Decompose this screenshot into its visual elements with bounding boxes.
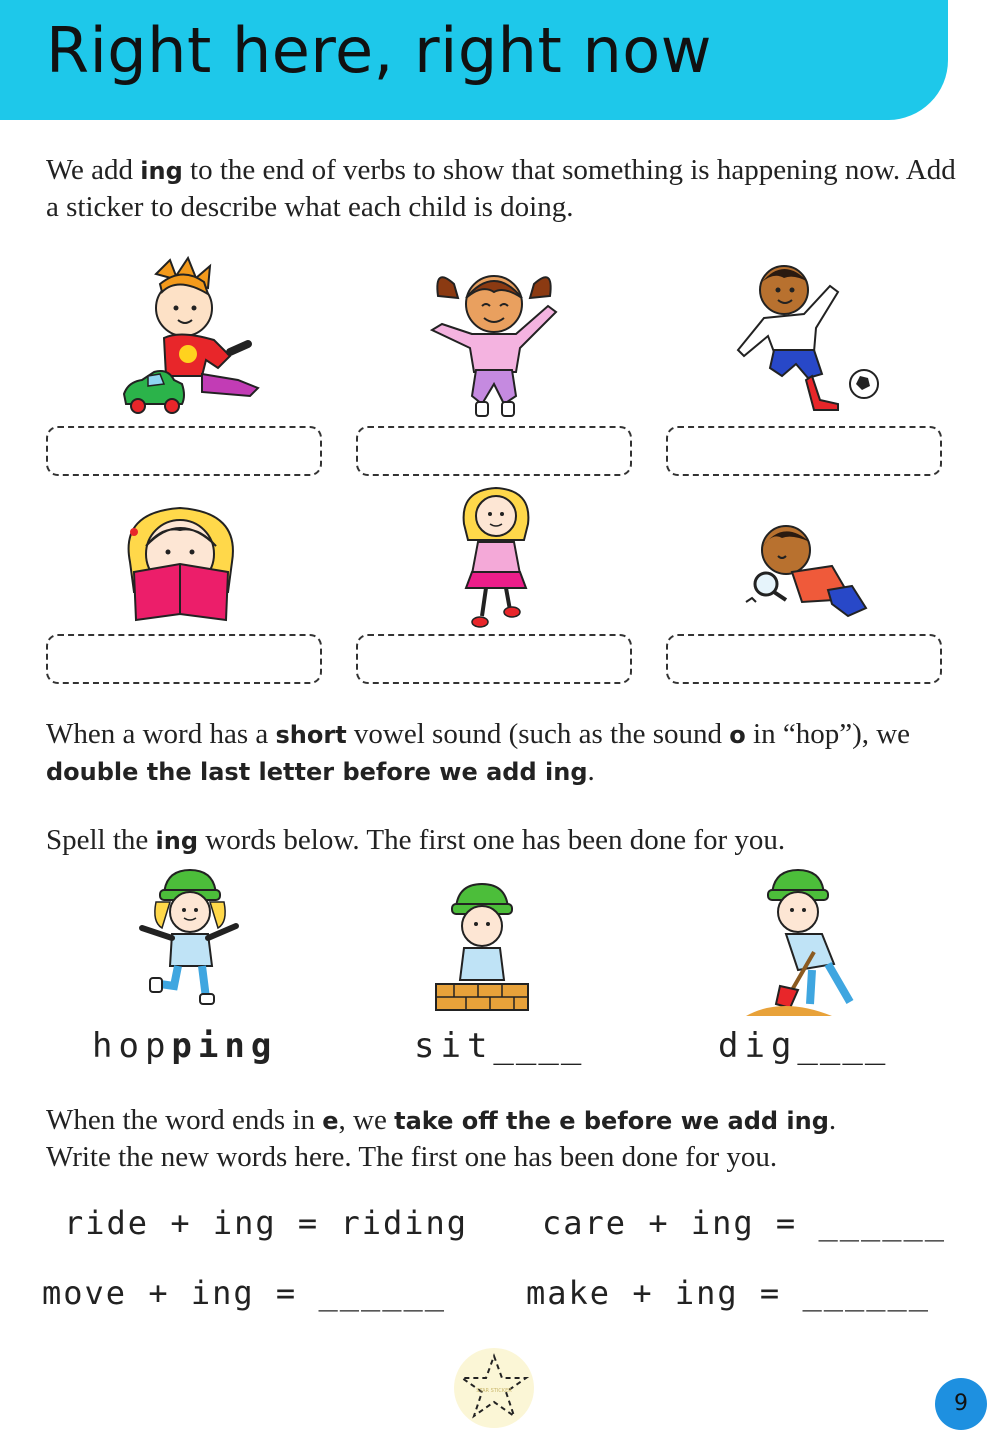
boy-playing-with-toy-car-illustration bbox=[118, 256, 268, 416]
star-sticker-slot[interactable] bbox=[454, 1348, 534, 1428]
equation-care[interactable]: care + ing = ______ bbox=[542, 1204, 947, 1242]
spell-word-sit[interactable]: sit____ bbox=[414, 1026, 584, 1066]
intro-text: We add ing to the end of verbs to show that something is happening now. Add a sticker to describe what each child is doing. bbox=[46, 154, 956, 223]
sticker-slot-3[interactable] bbox=[666, 426, 942, 476]
equation-move[interactable]: move + ing = ______ bbox=[42, 1274, 447, 1312]
equation-ride: ride + ing = riding bbox=[64, 1204, 469, 1242]
spell-instruction-text: Spell the ing words below. The first one has been done for you. bbox=[46, 824, 786, 856]
sticker-slot-5[interactable] bbox=[356, 634, 632, 684]
child-digging-illustration bbox=[742, 866, 860, 1018]
equation-make[interactable]: make + ing = ______ bbox=[526, 1274, 931, 1312]
boy-with-magnifying-glass-illustration bbox=[742, 520, 876, 624]
star-sticker-label: STAR STICKER bbox=[476, 1388, 512, 1394]
girl-jumping-illustration bbox=[424, 256, 564, 420]
girl-reading-book-illustration bbox=[120, 502, 242, 626]
page-title: Right here, right now bbox=[46, 14, 712, 87]
short-vowel-rule-text: When a word has a short vowel sound (such as the sound o in “hop”), we double the last letter before we add ing. bbox=[46, 718, 911, 787]
sticker-slot-6[interactable] bbox=[666, 634, 942, 684]
girl-walking-illustration bbox=[456, 484, 536, 630]
star-icon bbox=[454, 1348, 534, 1428]
child-hopping-illustration bbox=[130, 866, 246, 1012]
silent-e-rule-text: When the word ends in e, we take off the e before we add ing. Write the new words here. The first one has been done for you. bbox=[46, 1104, 837, 1173]
child-sitting-on-wall-illustration bbox=[434, 880, 530, 1014]
page-number-badge: 9 bbox=[935, 1378, 987, 1430]
sticker-slot-2[interactable] bbox=[356, 426, 632, 476]
sticker-slot-1[interactable] bbox=[46, 426, 322, 476]
sticker-slot-4[interactable] bbox=[46, 634, 322, 684]
spell-word-hopping: hopping bbox=[92, 1026, 278, 1066]
boy-kicking-ball-illustration bbox=[734, 256, 884, 412]
spell-word-dig[interactable]: dig____ bbox=[718, 1026, 888, 1066]
